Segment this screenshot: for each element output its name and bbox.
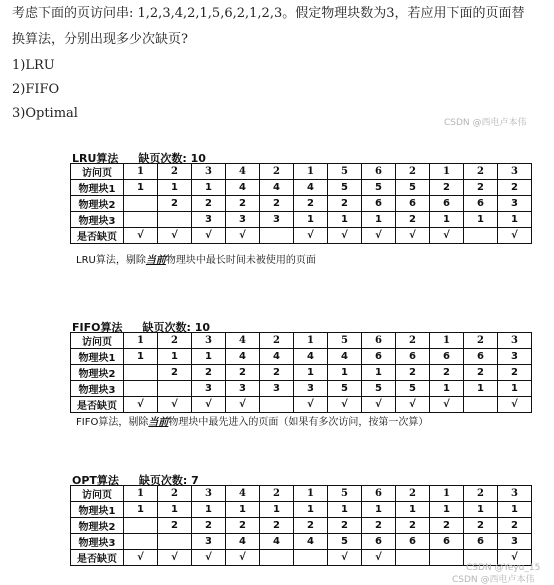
b1-cell: 1: [464, 502, 498, 518]
ref-cell: 1: [294, 164, 328, 180]
b2-cell: 2: [362, 518, 396, 534]
ref-cell: 2: [158, 333, 192, 349]
row-label: 物理块2: [71, 518, 124, 534]
b1-cell: 2: [498, 180, 532, 196]
row-label: 物理块3: [71, 534, 124, 550]
watermark-bottom-2: CSDN @西电卢本伟: [452, 575, 535, 585]
opt-name: OPT算法: [72, 474, 119, 487]
ref-cell: 3: [192, 333, 226, 349]
fault-cell: √: [498, 228, 532, 244]
fault-cell: √: [328, 550, 362, 566]
b1-cell: 4: [260, 180, 294, 196]
b2-cell: 2: [260, 365, 294, 381]
b2-cell: 2: [498, 365, 532, 381]
b1-cell: 6: [396, 349, 430, 365]
b2-cell: 2: [294, 518, 328, 534]
b2-cell: 2: [498, 518, 532, 534]
b3-cell: 5: [362, 381, 396, 397]
b2-cell: 3: [498, 196, 532, 212]
row-fault: [71, 397, 532, 413]
b1-cell: 1: [260, 502, 294, 518]
b1-cell: 1: [192, 349, 226, 365]
b2-cell: 2: [158, 196, 192, 212]
b3-cell: [158, 212, 192, 228]
row-b1: [71, 180, 532, 196]
ref-cell: 1: [124, 486, 158, 502]
row-b2: [71, 365, 532, 381]
row-label: 是否缺页: [71, 550, 124, 566]
b3-cell: 4: [226, 534, 260, 550]
b1-cell: 1: [158, 349, 192, 365]
b3-cell: 3: [260, 212, 294, 228]
row-label: 物理块1: [71, 180, 124, 196]
row-b2: [71, 196, 532, 212]
ref-cell: 2: [158, 164, 192, 180]
b2-cell: [124, 196, 158, 212]
b1-cell: 1: [124, 349, 158, 365]
fault-cell: [464, 228, 498, 244]
row-b2: [71, 518, 532, 534]
ref-cell: 3: [192, 164, 226, 180]
b1-cell: 6: [464, 349, 498, 365]
option-optimal: 3)Optimal: [12, 106, 78, 121]
b1-cell: 4: [328, 349, 362, 365]
fault-cell: [260, 550, 294, 566]
row-ref: [71, 164, 532, 180]
row-b3: [71, 381, 532, 397]
b2-cell: [124, 365, 158, 381]
b3-cell: 4: [260, 534, 294, 550]
b3-cell: [158, 534, 192, 550]
b2-cell: 2: [192, 196, 226, 212]
row-b3: [71, 534, 532, 550]
fault-cell: √: [328, 397, 362, 413]
fault-cell: √: [158, 228, 192, 244]
b2-cell: 2: [226, 196, 260, 212]
ref-cell: 4: [226, 333, 260, 349]
ref-cell: 3: [192, 486, 226, 502]
b2-cell: 2: [192, 518, 226, 534]
row-label: 访问页: [71, 333, 124, 349]
b1-cell: 1: [328, 502, 362, 518]
b3-cell: 5: [396, 381, 430, 397]
row-label: 物理块3: [71, 381, 124, 397]
fifo-note-em: 当前: [148, 417, 169, 428]
row-label: 物理块1: [71, 349, 124, 365]
fault-cell: √: [158, 550, 192, 566]
b1-cell: 5: [396, 180, 430, 196]
ref-cell: 2: [396, 333, 430, 349]
ref-cell: 2: [464, 333, 498, 349]
fault-cell: √: [226, 228, 260, 244]
fault-cell: √: [192, 228, 226, 244]
ref-cell: 3: [498, 486, 532, 502]
fifo-table: [70, 332, 532, 413]
fault-cell: √: [430, 228, 464, 244]
opt-table: [70, 485, 532, 566]
b1-cell: 1: [362, 502, 396, 518]
b3-cell: [158, 381, 192, 397]
b3-cell: [124, 534, 158, 550]
ref-cell: 4: [226, 164, 260, 180]
row-label: 物理块1: [71, 502, 124, 518]
lru-name: LRU算法: [72, 152, 119, 165]
fault-cell: √: [396, 397, 430, 413]
b2-cell: 2: [328, 518, 362, 534]
b3-cell: 3: [226, 212, 260, 228]
fault-cell: √: [192, 550, 226, 566]
row-b1: [71, 502, 532, 518]
b3-cell: 1: [328, 212, 362, 228]
b2-cell: 2: [464, 518, 498, 534]
fault-cell: √: [158, 397, 192, 413]
fault-cell: [260, 397, 294, 413]
ref-cell: 2: [464, 486, 498, 502]
b1-cell: 2: [430, 180, 464, 196]
b3-cell: 5: [328, 381, 362, 397]
ref-cell: 6: [362, 333, 396, 349]
b3-cell: 1: [464, 381, 498, 397]
fifo-faults-label: 缺页次数: 10: [142, 321, 211, 334]
b1-cell: 5: [362, 180, 396, 196]
b3-cell: 3: [192, 381, 226, 397]
fault-cell: √: [226, 550, 260, 566]
fault-cell: √: [192, 397, 226, 413]
b2-cell: 2: [260, 518, 294, 534]
row-b1: [71, 349, 532, 365]
b3-cell: 3: [192, 534, 226, 550]
b2-cell: 1: [362, 365, 396, 381]
opt-faults-label: 缺页次数: 7: [138, 474, 199, 487]
b3-cell: 5: [328, 534, 362, 550]
b1-cell: 1: [192, 502, 226, 518]
ref-cell: 1: [124, 164, 158, 180]
ref-cell: 2: [260, 486, 294, 502]
fault-cell: √: [124, 397, 158, 413]
b2-cell: [124, 518, 158, 534]
b2-cell: 6: [396, 196, 430, 212]
ref-cell: 1: [124, 333, 158, 349]
b2-cell: 2: [192, 365, 226, 381]
b3-cell: 3: [192, 212, 226, 228]
lru-note-em: 当前: [145, 255, 166, 266]
b1-cell: 5: [328, 180, 362, 196]
b1-cell: 1: [124, 502, 158, 518]
b1-cell: 3: [498, 349, 532, 365]
ref-cell: 5: [328, 164, 362, 180]
b2-cell: 2: [328, 196, 362, 212]
ref-cell: 2: [464, 164, 498, 180]
b3-cell: [124, 212, 158, 228]
row-label: 是否缺页: [71, 228, 124, 244]
ref-cell: 6: [362, 164, 396, 180]
b3-cell: 3: [226, 381, 260, 397]
b1-cell: 1: [158, 502, 192, 518]
fault-cell: √: [430, 397, 464, 413]
ref-cell: 3: [498, 164, 532, 180]
fault-cell: √: [362, 397, 396, 413]
fifo-note-post: 物理块中最先进入的页面（如果有多次访问，按第一次算）: [168, 417, 429, 428]
ref-cell: 6: [362, 486, 396, 502]
fifo-note: [76, 413, 428, 428]
b1-cell: 1: [158, 180, 192, 196]
row-label: 是否缺页: [71, 397, 124, 413]
fault-cell: √: [362, 550, 396, 566]
fifo-name: FIFO算法: [72, 321, 123, 334]
b1-cell: 1: [430, 502, 464, 518]
b3-cell: 3: [498, 534, 532, 550]
lru-note-post: 物理块中最长时间未被使用的页面: [165, 255, 316, 266]
watermark-bottom-1: CSDN @Yeyu_15: [466, 563, 541, 573]
b2-cell: 6: [464, 196, 498, 212]
fault-cell: √: [498, 550, 532, 566]
row-label: 访问页: [71, 486, 124, 502]
lru-note: [76, 251, 316, 266]
b2-cell: 2: [396, 365, 430, 381]
b2-cell: 2: [158, 365, 192, 381]
ref-cell: 2: [396, 164, 430, 180]
b3-cell: 1: [498, 212, 532, 228]
b3-cell: 1: [294, 212, 328, 228]
b3-cell: 6: [464, 534, 498, 550]
watermark-top: CSDN @西电卢本伟: [444, 118, 527, 128]
fault-cell: [260, 228, 294, 244]
b3-cell: 6: [396, 534, 430, 550]
b2-cell: 2: [430, 518, 464, 534]
ref-cell: 1: [430, 486, 464, 502]
b1-cell: 1: [294, 502, 328, 518]
lru-note-pre: LRU算法，剔除: [76, 255, 146, 266]
row-label: 物理块2: [71, 365, 124, 381]
ref-cell: 4: [226, 486, 260, 502]
b3-cell: 1: [464, 212, 498, 228]
b1-cell: 4: [226, 180, 260, 196]
b2-cell: 1: [328, 365, 362, 381]
row-label: 物理块3: [71, 212, 124, 228]
ref-cell: 3: [498, 333, 532, 349]
b3-cell: 3: [260, 381, 294, 397]
b2-cell: 1: [294, 365, 328, 381]
row-ref: [71, 333, 532, 349]
b3-cell: 1: [430, 212, 464, 228]
b2-cell: 6: [362, 196, 396, 212]
b1-cell: 4: [226, 349, 260, 365]
fault-cell: √: [226, 397, 260, 413]
lru-table: [70, 163, 532, 244]
b1-cell: 6: [430, 349, 464, 365]
b2-cell: 2: [226, 518, 260, 534]
fault-cell: [294, 550, 328, 566]
option-lru: 1)LRU: [12, 58, 55, 73]
ref-cell: 2: [260, 164, 294, 180]
b3-cell: 3: [294, 381, 328, 397]
b1-cell: 2: [464, 180, 498, 196]
b3-cell: 1: [362, 212, 396, 228]
lru-faults-label: 缺页次数: 10: [138, 152, 206, 165]
option-fifo: 2)FIFO: [12, 82, 60, 97]
b2-cell: 2: [260, 196, 294, 212]
fifo-note-pre: FIFO算法，剔除: [76, 417, 149, 428]
ref-cell: 2: [260, 333, 294, 349]
question-line-2: 换算法，分别出现多少次缺页?: [12, 32, 188, 47]
ref-cell: 1: [294, 333, 328, 349]
row-ref: [71, 486, 532, 502]
fault-cell: √: [294, 397, 328, 413]
b1-cell: 1: [396, 502, 430, 518]
b3-cell: 6: [430, 534, 464, 550]
ref-cell: 5: [328, 486, 362, 502]
ref-cell: 2: [396, 486, 430, 502]
ref-cell: 2: [158, 486, 192, 502]
b1-cell: 4: [260, 349, 294, 365]
ref-cell: 5: [328, 333, 362, 349]
b2-cell: 2: [226, 365, 260, 381]
fault-cell: √: [328, 228, 362, 244]
fault-cell: [430, 550, 464, 566]
b3-cell: 1: [430, 381, 464, 397]
b1-cell: 4: [294, 180, 328, 196]
b2-cell: 2: [294, 196, 328, 212]
b3-cell: [124, 381, 158, 397]
b1-cell: 1: [498, 502, 532, 518]
b3-cell: 2: [396, 212, 430, 228]
b3-cell: 1: [498, 381, 532, 397]
b2-cell: 2: [396, 518, 430, 534]
ref-cell: 1: [294, 486, 328, 502]
b1-cell: 4: [294, 349, 328, 365]
b2-cell: 2: [158, 518, 192, 534]
fault-cell: [396, 550, 430, 566]
b2-cell: 2: [464, 365, 498, 381]
row-fault: [71, 228, 532, 244]
row-label: 访问页: [71, 164, 124, 180]
fault-cell: √: [362, 228, 396, 244]
fault-cell: √: [294, 228, 328, 244]
b2-cell: 6: [430, 196, 464, 212]
fault-cell: √: [124, 228, 158, 244]
ref-cell: 1: [430, 333, 464, 349]
row-label: 物理块2: [71, 196, 124, 212]
b3-cell: 4: [294, 534, 328, 550]
fault-cell: √: [396, 228, 430, 244]
b1-cell: 1: [192, 180, 226, 196]
fault-cell: √: [498, 397, 532, 413]
row-b3: [71, 212, 532, 228]
b3-cell: 6: [362, 534, 396, 550]
b1-cell: 1: [124, 180, 158, 196]
b1-cell: 1: [226, 502, 260, 518]
b1-cell: 6: [362, 349, 396, 365]
b2-cell: 2: [430, 365, 464, 381]
fault-cell: [464, 397, 498, 413]
ref-cell: 1: [430, 164, 464, 180]
question-line-1: 考虑下面的页访问串: 1,2,3,4,2,1,5,6,2,1,2,3。假定物理块数为3，若应用下面的页面替: [12, 6, 525, 21]
row-fault: [71, 550, 532, 566]
fault-cell: √: [124, 550, 158, 566]
